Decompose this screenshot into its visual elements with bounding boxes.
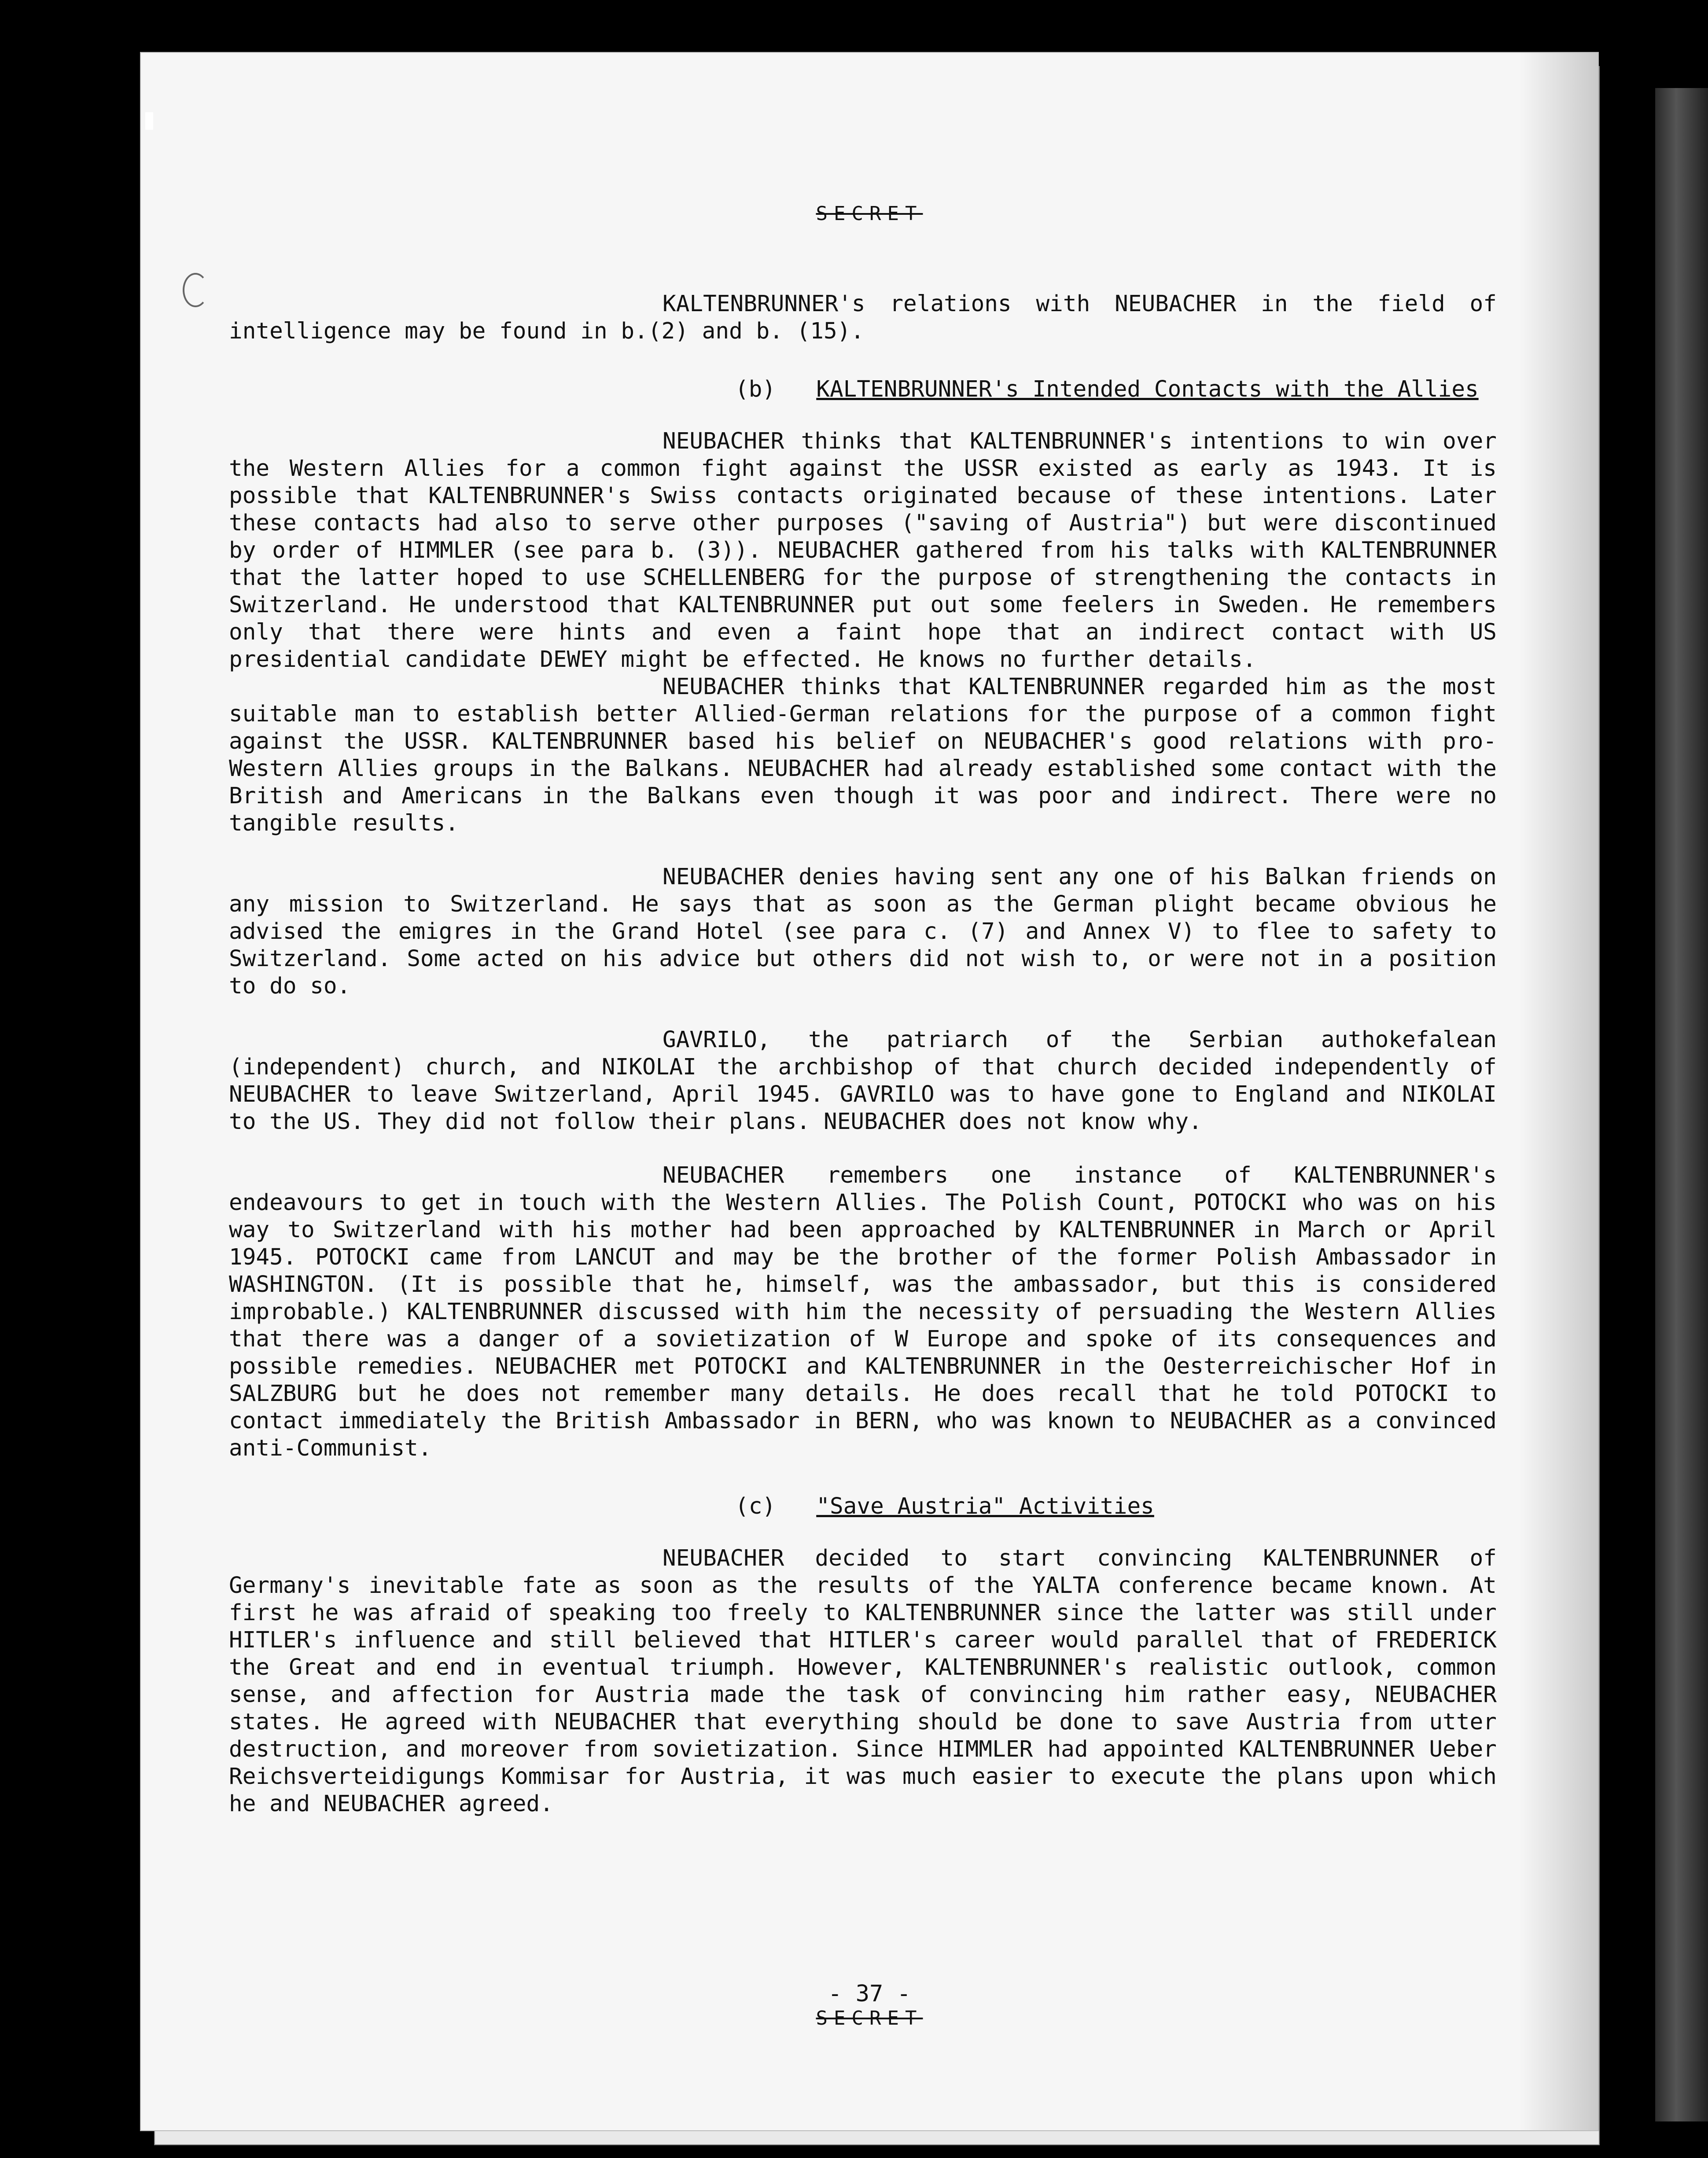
page-shading [1519, 53, 1598, 2130]
document-page [141, 53, 1598, 2130]
section-letter: (b) [735, 376, 776, 402]
section-heading-c [229, 1493, 1497, 1520]
paragraph: KALTENBRUNNER's relations with NEUBACHER in the field of intelligence may be found in b.(2) and b. (15). [229, 291, 1497, 344]
paragraph: GAVRILO, the patriarch of the Serbian authokefalean (independent) church, and NIKOLAI the archbishop of that church decided independently of NEUBACHER to leave Switzerland, April 1945. GAVRILO was to have gone to England and NIKOLAI to the US. They did not follow their plans. NEUBACHER does not know why. [229, 1027, 1497, 1135]
paragraph: NEUBACHER denies having sent any one of his Balkan friends on any mission to Switzerland. He says that as soon as the German plight became obvious he advised the emigres in the Grand Hotel (see para c. (7) and Annex V) to flee to safety to Switzerland. Some acted on his advice but others did not wish to, or were not in a position to do so. [229, 864, 1497, 999]
section-title: "Save Austria" Activities [816, 1493, 1154, 1519]
section-letter: (c) [735, 1493, 776, 1519]
page-number: - 37 - [828, 1981, 911, 2007]
edge-marker [145, 112, 153, 130]
classification-footer: SECRET [816, 2007, 923, 2029]
paragraph: NEUBACHER thinks that KALTENBRUNNER regarded him as the most suitable man to establish better Allied-German relations for the purpose of a common fight against the USSR. KALTENBRUNNER based his belief on NEUBACHER's good relations with pro-Western Allies groups in the Balkans. NEUBACHER had already established some contact with the British and Americans in the Balkans even though it was poor and indirect. There were no tangible results. [229, 674, 1497, 836]
paragraph: NEUBACHER thinks that KALTENBRUNNER's intentions to win over the Western Allies for a common fight against the USSR existed as early as 1943. It is possible that KALTENBRUNNER's Swiss contacts originated because of these intentions. Later these contacts had also to serve other purposes ("saving of Austria") but were discontinued by order of HIMMLER (see para b. (3)). NEUBACHER gathered from his talks with KALTENBRUNNER that the latter hoped to use SCHELLENBERG for the purpose of strengthening the contacts in Switzerland. He understood that KALTENBRUNNER put out some feelers in Sweden. He remembers only that there were hints and even a faint hope that an indirect contact with US presidential candidate DEWEY might be effected. He knows no further details. [229, 428, 1497, 673]
scan-edge-shadow [1655, 88, 1708, 2121]
document-body [229, 290, 1497, 1818]
section-heading-b [229, 376, 1497, 403]
paragraph: NEUBACHER decided to start convincing KALTENBRUNNER of Germany's inevitable fate as soon as the results of the YALTA conference became known. At first he was afraid of speaking too freely to KALTENBRUNNER since the latter was still under HITLER's influence and still believed that HITLER's career would parallel that of FREDERICK the Great and end in eventual triumph. However, KALTENBRUNNER's realistic outlook, common sense, and affection for Austria made the task of convincing him rather easy, NEUBACHER states. He agreed with NEUBACHER that everything should be done to save Austria from utter destruction, and moreover from sovietization. Since HIMMLER had appointed KALTENBRUNNER Ueber Reichsverteidigungs Kommisar for Austria, it was much easier to execute the plans upon which he and NEUBACHER agreed. [229, 1545, 1497, 1817]
section-title: KALTENBRUNNER's Intended Contacts with the Allies [816, 376, 1479, 402]
staple-mark [183, 273, 208, 307]
paragraph: NEUBACHER remembers one instance of KALTENBRUNNER's endeavours to get in touch with the Western Allies. The Polish Count, POTOCKI who was on his way to Switzerland with his mother had been approached by KALTENBRUNNER in March or April 1945. POTOCKI came from LANCUT and may be the brother of the former Polish Ambassador in WASHINGTON. (It is possible that he, himself, was the ambassador, but this is considered improbable.) KALTENBRUNNER discussed with him the necessity of persuading the Western Allies that there was a danger of a sovietization of W Europe and spoke of its consequences and possible remedies. NEUBACHER met POTOCKI and KALTENBRUNNER in the Oesterreichischer Hof in SALZBURG but he does not remember many details. He does recall that he told POTOCKI to contact immediately the British Ambassador in BERN, who was known to NEUBACHER as a convinced anti-Communist. [229, 1162, 1497, 1461]
classification-header: SECRET [816, 202, 923, 225]
